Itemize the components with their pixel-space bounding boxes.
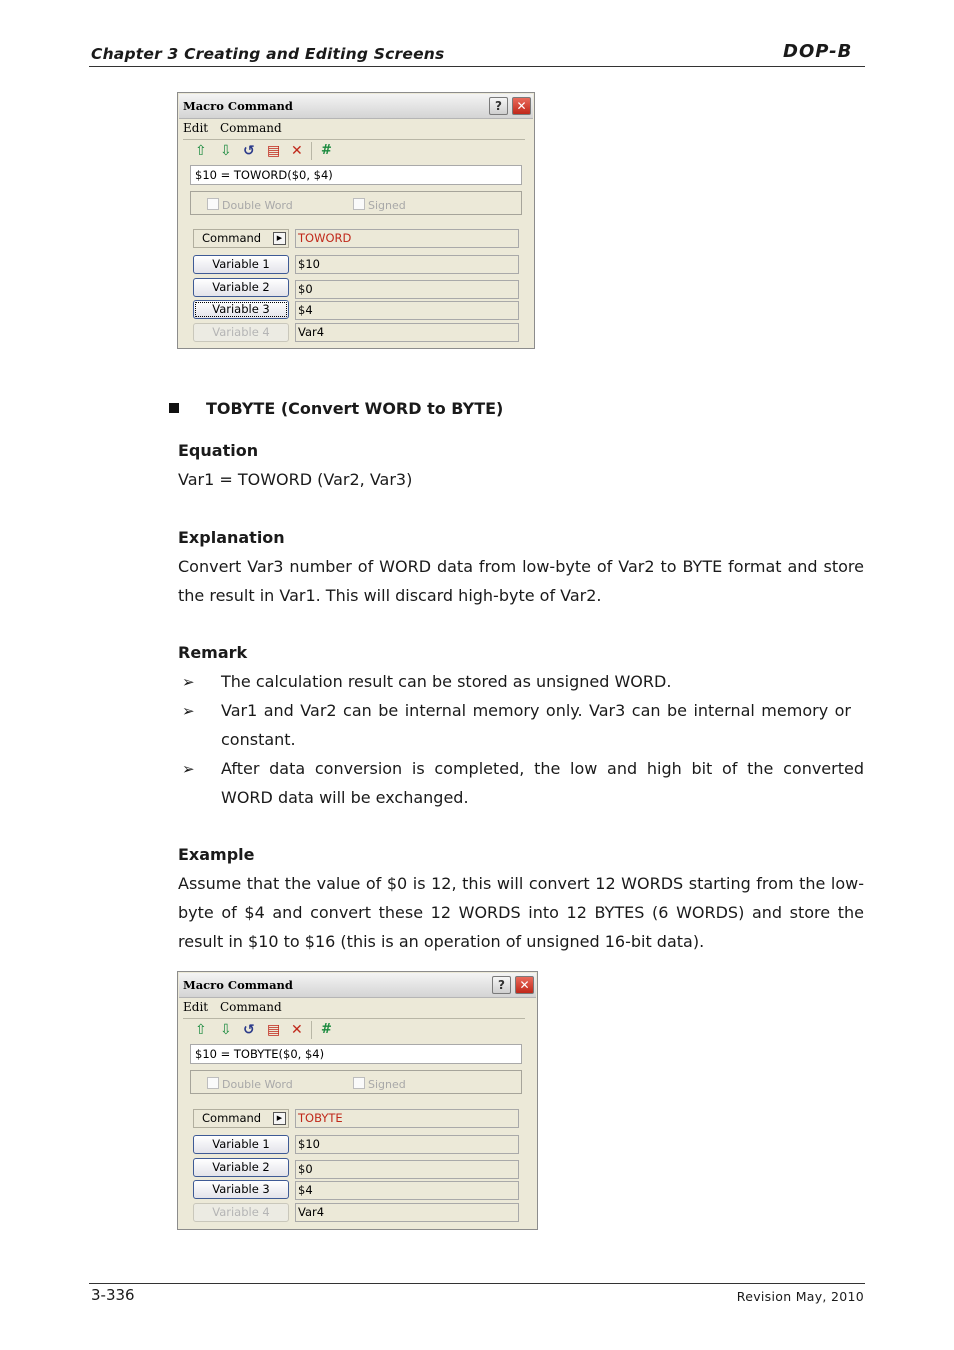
double-word-label: Double Word bbox=[222, 199, 293, 212]
section-bullet-icon bbox=[169, 403, 179, 413]
variable-3-button[interactable]: Variable 3 bbox=[193, 1180, 289, 1199]
variable-2-button[interactable]: Variable 2 bbox=[193, 278, 289, 297]
menu-bar bbox=[183, 121, 290, 135]
revision-date: Revision May, 2010 bbox=[736, 1289, 864, 1304]
example-text: Assume that the value of $0 is 12, this will convert 12 WORDS starting from the low-byte of $4 and convert these 12 WORDS into 12 BYTES (6 WORDS) and store the result in $10 to $16 (this is an operation of unsigned 16-bit data). bbox=[178, 874, 864, 951]
variable-2-button[interactable]: Variable 2 bbox=[193, 1158, 289, 1177]
command-label: Command bbox=[202, 231, 262, 245]
checkbox-icon bbox=[207, 1077, 219, 1089]
menu-edit[interactable]: Edit bbox=[183, 121, 209, 135]
header-divider bbox=[89, 66, 865, 67]
remark-item: Var1 and Var2 can be internal memory only. Var3 can be internal memory or constant. bbox=[221, 701, 851, 749]
play-arrow-icon[interactable]: ▶ bbox=[273, 232, 286, 245]
dialog-title: Macro Command bbox=[183, 99, 293, 113]
variable-1-field[interactable]: $10 bbox=[295, 255, 519, 274]
expression-field[interactable]: $10 = TOBYTE($0, $4) bbox=[190, 1044, 522, 1064]
remark-item: The calculation result can be stored as unsigned WORD. bbox=[221, 672, 672, 691]
toolbar-separator bbox=[311, 142, 312, 160]
menu-command[interactable]: Command bbox=[219, 1000, 282, 1014]
signed-checkbox[interactable] bbox=[353, 198, 406, 212]
variable-4-field: Var4 bbox=[295, 323, 519, 342]
section-heading: TOBYTE (Convert WORD to BYTE) bbox=[206, 399, 504, 418]
double-word-checkbox[interactable] bbox=[207, 1077, 293, 1091]
checkbox-icon bbox=[353, 198, 365, 210]
expression-field[interactable]: $10 = TOWORD($0, $4) bbox=[190, 165, 522, 185]
signed-label: Signed bbox=[368, 1078, 406, 1091]
play-arrow-icon[interactable]: ▶ bbox=[273, 1112, 286, 1125]
close-button[interactable]: ✕ bbox=[512, 97, 531, 115]
dialog-titlebar bbox=[179, 973, 536, 998]
variable-1-field[interactable]: $10 bbox=[295, 1135, 519, 1154]
menu-command[interactable]: Command bbox=[219, 121, 282, 135]
document-icon[interactable]: ▤ bbox=[267, 143, 281, 159]
variable-2-field[interactable]: $0 bbox=[295, 1160, 519, 1179]
options-group bbox=[190, 191, 522, 215]
help-button[interactable]: ? bbox=[492, 976, 511, 994]
menu-edit[interactable]: Edit bbox=[183, 1000, 209, 1014]
brand-logo: DOP-B bbox=[783, 41, 853, 62]
toolbar bbox=[183, 1018, 525, 1041]
remark-heading: Remark bbox=[178, 643, 248, 662]
command-selector[interactable] bbox=[193, 229, 289, 248]
signed-checkbox[interactable] bbox=[353, 1077, 406, 1091]
help-button[interactable]: ? bbox=[489, 97, 508, 115]
command-value-field[interactable]: TOBYTE bbox=[295, 1109, 519, 1128]
options-group bbox=[190, 1070, 522, 1094]
dialog-titlebar bbox=[179, 94, 533, 119]
macro-command-dialog-tobyte bbox=[177, 971, 538, 1230]
variable-1-button[interactable]: Variable 1 bbox=[193, 255, 289, 274]
variable-4-button: Variable 4 bbox=[193, 323, 289, 342]
footer-divider bbox=[89, 1283, 865, 1284]
page-number: 3-336 bbox=[91, 1286, 135, 1304]
variable-2-field[interactable]: $0 bbox=[295, 280, 519, 299]
command-selector[interactable] bbox=[193, 1109, 289, 1128]
variable-1-button[interactable]: Variable 1 bbox=[193, 1135, 289, 1154]
variable-4-field: Var4 bbox=[295, 1203, 519, 1222]
remark-item: After data conversion is completed, the low and high bit of the converted WORD data will be exchanged. bbox=[221, 759, 864, 807]
variable-3-field[interactable]: $4 bbox=[295, 1181, 519, 1200]
variable-3-field[interactable]: $4 bbox=[295, 301, 519, 320]
dialog-title: Macro Command bbox=[183, 978, 293, 992]
equation-text: Var1 = TOWORD (Var2, Var3) bbox=[178, 470, 413, 489]
toolbar bbox=[183, 139, 525, 162]
move-up-icon[interactable]: ⇧ bbox=[195, 143, 207, 159]
remark-arrow-icon: ➢ bbox=[182, 673, 195, 691]
example-heading: Example bbox=[178, 845, 255, 864]
remark-arrow-icon: ➢ bbox=[182, 702, 195, 720]
move-up-icon[interactable]: ⇧ bbox=[195, 1022, 207, 1038]
variable-3-button[interactable]: Variable 3 bbox=[193, 300, 289, 319]
undo-icon[interactable]: ↺ bbox=[243, 143, 255, 159]
document-icon[interactable]: ▤ bbox=[267, 1022, 281, 1038]
delete-icon[interactable]: ✕ bbox=[291, 143, 303, 159]
move-down-icon[interactable]: ⇩ bbox=[220, 1022, 232, 1038]
command-label: Command bbox=[202, 1111, 262, 1125]
hash-icon[interactable]: # bbox=[321, 143, 332, 158]
undo-icon[interactable]: ↺ bbox=[243, 1022, 255, 1038]
close-button[interactable]: ✕ bbox=[515, 976, 534, 994]
signed-label: Signed bbox=[368, 199, 406, 212]
double-word-checkbox[interactable] bbox=[207, 198, 293, 212]
explanation-heading: Explanation bbox=[178, 528, 285, 547]
macro-command-dialog-toword bbox=[177, 92, 535, 349]
explanation-text: Convert Var3 number of WORD data from low-byte of Var2 to BYTE format and store the result in Var1. This will discard high-byte of Var2. bbox=[178, 557, 864, 605]
hash-icon[interactable]: # bbox=[321, 1022, 332, 1037]
menu-bar bbox=[183, 1000, 290, 1014]
command-value-field[interactable]: TOWORD bbox=[295, 229, 519, 248]
remark-arrow-icon: ➢ bbox=[182, 760, 195, 778]
checkbox-icon bbox=[353, 1077, 365, 1089]
variable-4-button: Variable 4 bbox=[193, 1203, 289, 1222]
move-down-icon[interactable]: ⇩ bbox=[220, 143, 232, 159]
checkbox-icon bbox=[207, 198, 219, 210]
toolbar-separator bbox=[311, 1021, 312, 1039]
equation-heading: Equation bbox=[178, 441, 259, 460]
chapter-title: Chapter 3 Creating and Editing Screens bbox=[91, 45, 445, 63]
delete-icon[interactable]: ✕ bbox=[291, 1022, 303, 1038]
double-word-label: Double Word bbox=[222, 1078, 293, 1091]
